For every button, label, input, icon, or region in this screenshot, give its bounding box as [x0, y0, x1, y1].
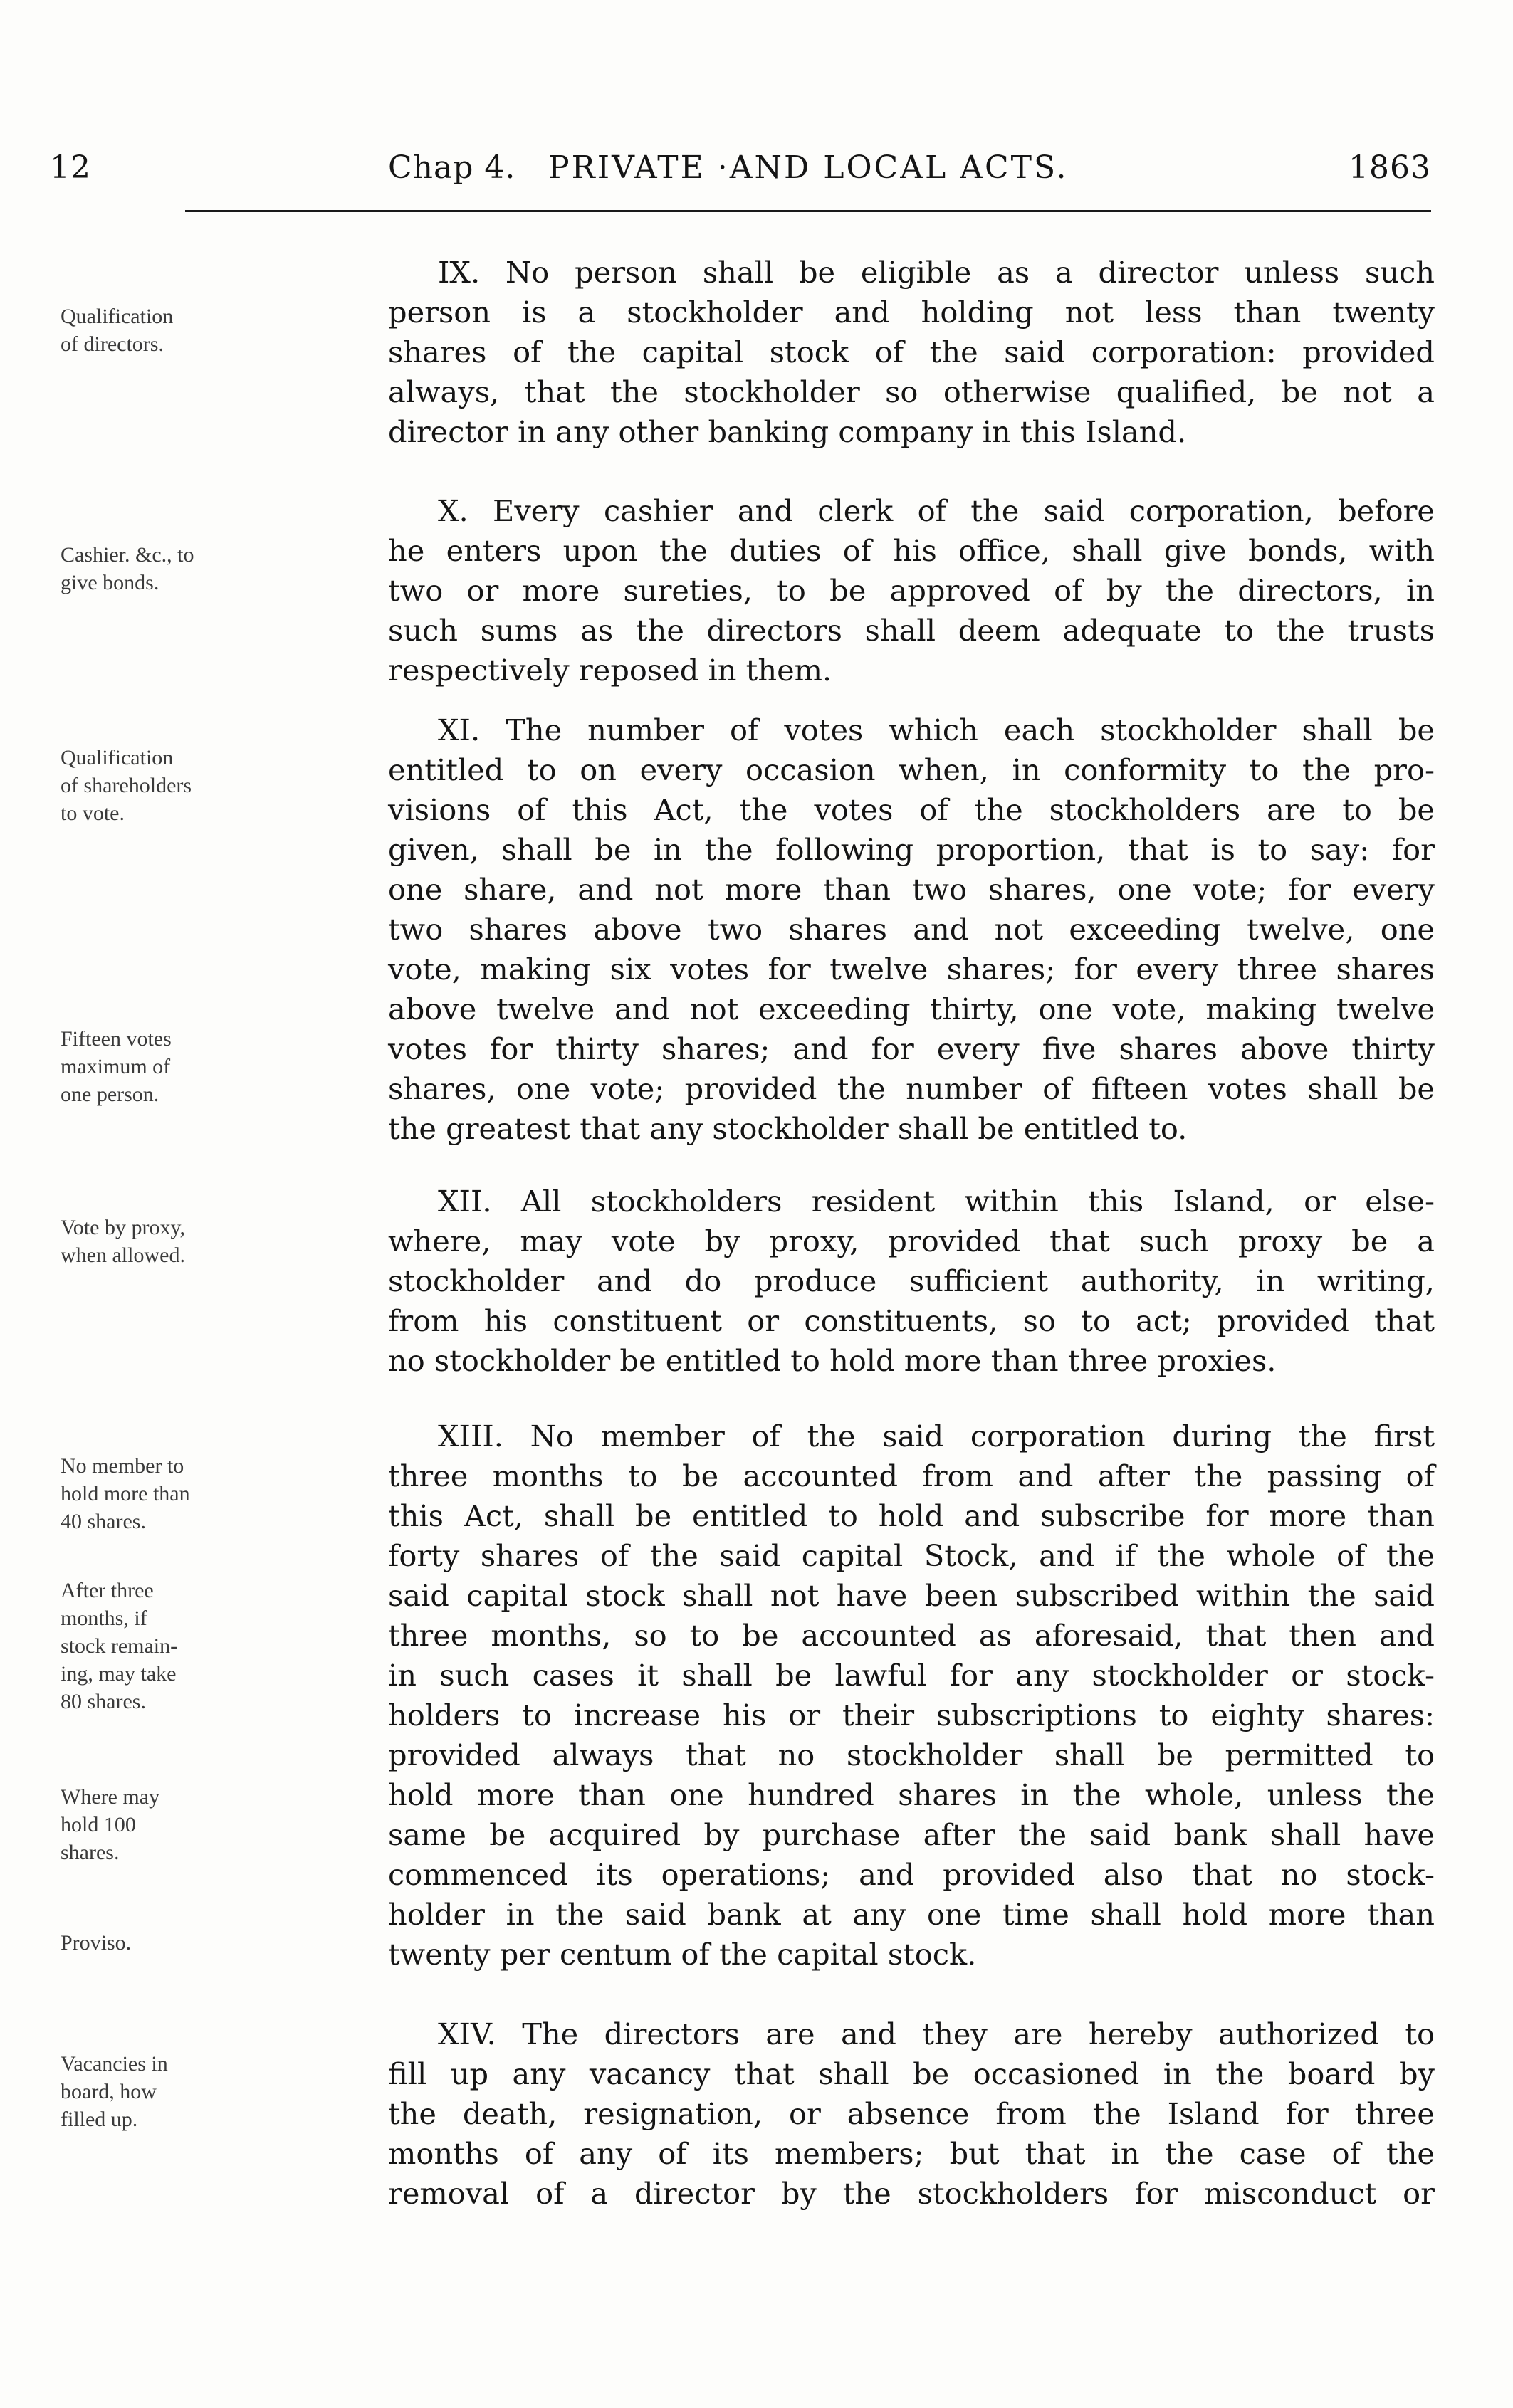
margin-note-line: one person.: [61, 1083, 159, 1106]
section-line: above twelve and not exceeding thirty, one vote, making twelve: [388, 992, 1435, 1026]
section-line: said capital stock shall not have been subscribed within the said: [388, 1578, 1435, 1613]
section-line: he enters upon the duties of his office, shall give bonds, with: [388, 533, 1435, 568]
section-line: three months to be accounted from and after the passing of: [388, 1458, 1435, 1493]
section-line: IX. No person shall be eligible as a director unless such: [438, 255, 1435, 290]
section-x: [388, 491, 1435, 690]
section-line: entitled to on every occasion when, in conformity to the pro-: [388, 752, 1435, 787]
section-line: XII. All stockholders resident within this Island, or else-: [438, 1184, 1435, 1219]
section-line: such sums as the directors shall deem adequate to the trusts: [388, 613, 1435, 648]
section-line: fill up any vacancy that shall be occasioned in the board by: [388, 2056, 1435, 2091]
margin-note-line: Qualification: [61, 305, 174, 328]
section-line: XI. The number of votes which each stockholder shall be: [438, 713, 1435, 747]
section-line: where, may vote by proxy, provided that such proxy be a: [388, 1224, 1435, 1258]
margin-note-line: shares.: [61, 1841, 120, 1864]
section-line: vote, making six votes for twelve shares; for every three shares: [388, 952, 1435, 987]
margin-note-line: Qualification: [61, 746, 174, 769]
section-xii: [388, 1182, 1435, 1381]
section-line: in such cases it shall be lawful for any stockholder or stock-: [388, 1658, 1435, 1693]
section-line: no stockholder be entitled to hold more than three proxies.: [388, 1343, 1277, 1378]
section-line: XIV. The directors are and they are hereby authorized to: [438, 2017, 1435, 2051]
section-xiii: [388, 1416, 1435, 1975]
section-xi: [388, 710, 1435, 1149]
section-line: months of any of its members; but that in the case of the: [388, 2136, 1435, 2171]
margin-note-line: 80 shares.: [61, 1690, 146, 1713]
section-line: removal of a director by the stockholders for misconduct or: [388, 2176, 1435, 2211]
section-line: votes for thirty shares; and for every five shares above thirty: [388, 1031, 1435, 1066]
margin-note-line: give bonds.: [61, 571, 159, 594]
section-line: the greatest that any stockholder shall be entitled to.: [388, 1111, 1188, 1146]
margin-note-proviso: [61, 1929, 374, 1957]
margin-note-line: hold more than: [61, 1482, 190, 1505]
section-line: holders to increase his or their subscriptions to eighty shares:: [388, 1698, 1435, 1733]
header-rule: [185, 210, 1431, 212]
section-line: two shares above two shares and not exceeding twelve, one: [388, 912, 1435, 947]
section-line: holder in the said bank at any one time shall hold more than: [388, 1897, 1435, 1932]
running-header: [28, 149, 1431, 199]
section-line: provided always that no stockholder shall be permitted to: [388, 1737, 1435, 1772]
section-line: XIII. No member of the said corporation during the first: [438, 1419, 1435, 1453]
section-ix: [388, 253, 1435, 452]
margin-note-line: when allowed.: [61, 1244, 185, 1267]
section-xiv: [388, 2014, 1435, 2214]
section-line: person is a stockholder and holding not less than twenty: [388, 295, 1435, 330]
section-line: respectively reposed in them.: [388, 653, 832, 688]
margin-note-line: board, how: [61, 2080, 157, 2103]
margin-note-line: Proviso.: [61, 1931, 132, 1955]
section-line: X. Every cashier and clerk of the said corporation, before: [438, 493, 1435, 528]
section-line: visions of this Act, the votes of the stockholders are to be: [388, 792, 1435, 827]
section-line: one share, and not more than two shares, one vote; for every: [388, 872, 1435, 907]
section-line: shares, one vote; provided the number of fifteen votes shall be: [388, 1071, 1435, 1106]
year: 1863: [1349, 149, 1431, 186]
margin-note-line: ing, may take: [61, 1662, 177, 1686]
margin-note-line: Vacancies in: [61, 2052, 168, 2076]
margin-note-line: Fifteen votes: [61, 1027, 172, 1051]
margin-note-qualification-of-directors: [61, 303, 374, 358]
section-line: hold more than one hundred shares in the whole, unless the: [388, 1777, 1435, 1812]
margin-note-line: stock remain-: [61, 1634, 178, 1658]
running-title: PRIVATE ·AND LOCAL ACTS.: [548, 149, 1069, 186]
margin-note-vote-by-proxy: [61, 1214, 374, 1269]
margin-note-line: Where may: [61, 1785, 160, 1809]
margin-note-line: After three: [61, 1579, 154, 1602]
margin-note-hundred-shares: [61, 1783, 374, 1866]
section-line: forty shares of the said capital Stock, and if the whole of the: [388, 1538, 1435, 1573]
margin-note-vacancies: [61, 2050, 374, 2133]
margin-note-cashier-bonds: [61, 541, 374, 596]
margin-note-line: No member to: [61, 1454, 184, 1478]
section-line: always, that the stockholder so otherwise qualified, be not a: [388, 374, 1435, 409]
margin-note-line: Vote by proxy,: [61, 1216, 185, 1239]
page-number: 12: [50, 149, 91, 186]
margin-note-line: filled up.: [61, 2108, 138, 2131]
margin-note-line: maximum of: [61, 1055, 171, 1078]
chapter-label: Chap 4.: [388, 149, 516, 186]
section-line: three months, so to be accounted as aforesaid, that then and: [388, 1618, 1435, 1653]
margin-note-line: months, if: [61, 1607, 147, 1630]
margin-note-line: 40 shares.: [61, 1510, 146, 1533]
margin-note-line: Cashier. &c., to: [61, 543, 194, 567]
section-line: from his constituent or constituents, so to act; provided that: [388, 1303, 1435, 1338]
section-line: shares of the capital stock of the said corporation: provided: [388, 335, 1435, 369]
section-line: commenced its operations; and provided also that no stock-: [388, 1857, 1435, 1892]
section-line: two or more sureties, to be approved of by the directors, in: [388, 573, 1435, 608]
section-line: given, shall be in the following proportion, that is to say: for: [388, 832, 1435, 867]
margin-note-line: of shareholders: [61, 774, 192, 797]
margin-note-fifteen-votes: [61, 1025, 374, 1108]
margin-note-forty-shares: [61, 1452, 374, 1535]
margin-note-qualification-to-vote: [61, 744, 374, 827]
margin-note-line: to vote.: [61, 801, 125, 825]
section-line: the death, resignation, or absence from the Island for three: [388, 2096, 1435, 2131]
margin-note-line: hold 100: [61, 1813, 136, 1836]
margin-note-eighty-shares: [61, 1577, 374, 1715]
section-line: same be acquired by purchase after the said bank shall have: [388, 1817, 1435, 1852]
margin-note-line: of directors.: [61, 332, 164, 356]
section-line: this Act, shall be entitled to hold and subscribe for more than: [388, 1498, 1435, 1533]
section-line: twenty per centum of the capital stock.: [388, 1937, 977, 1972]
section-line: director in any other banking company in this Island.: [388, 414, 1187, 449]
section-line: stockholder and do produce sufficient authority, in writing,: [388, 1263, 1435, 1298]
